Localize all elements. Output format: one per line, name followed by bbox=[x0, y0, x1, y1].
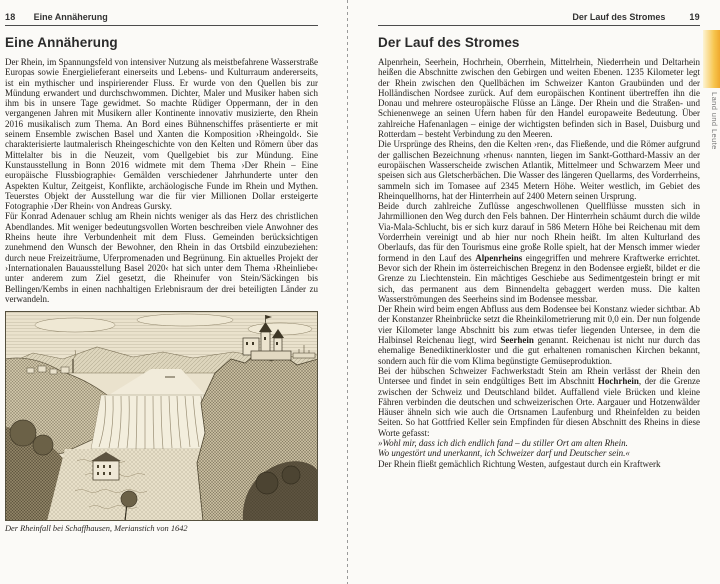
paragraph: Die Ursprünge des Rheins, den die Kelten ›ren‹, das Fließende, und die Römer aufgrund der gallischen Bezeichnung ›rhenus‹ nannten, liegen im Sankt-Gotthard-Massiv an der europäischen Wasserscheide zwischen Atlantik, Mittelmeer und Schwarzem Meer und speisen sich aus Gletscherbächen. Die Wasser des längeren Quellarms, des Vorderrheins, sammeln sich im Tomasee auf 2345 Metern Höhe. Weiter westlich, im Gebiet des Rheinquellhorns, hat der Hinterrhein auf 2400 Metern seinen Ursprung. bbox=[378, 139, 700, 201]
page-fold-divider bbox=[347, 0, 348, 584]
right-page-number: 19 bbox=[689, 12, 700, 22]
left-running-title: Eine Annäherung bbox=[33, 12, 108, 22]
right-section-heading: Der Lauf des Stromes bbox=[378, 35, 520, 50]
chapter-tab-marker bbox=[703, 30, 720, 88]
left-page bbox=[5, 0, 318, 534]
right-running-title: Der Lauf des Stromes bbox=[572, 12, 666, 22]
left-running-header bbox=[5, 0, 318, 26]
left-section-heading: Eine Annäherung bbox=[5, 35, 118, 50]
paragraph: »Wohl mir, dass ich dich endlich fand – du stiller Ort am alten Rhein. bbox=[378, 437, 628, 448]
figure-rheinfall bbox=[5, 311, 318, 534]
paragraph: Für Konrad Adenauer schlug am Rhein nichts weniger als das Herz des christlichen Abendlandes. Mit weniger bedeutungsvollen Worten beschreiben viele Anwohner des Rheins heute ihre Verbundenheit mit dem Fluss. Gemeinden berücksichtigen zunehmend den Wunsch der Bewohner, den Rhein in das Ortsbild einzubeziehen: durch neue Freizeiträume, Uferpromenaden und Begrünung. Ein aktuelles Projekt der ›Internationalen Bauausstellung Basel 2020‹ hat sich unter dem Thema ›Rheinliebe‹ unter anderem zum Ziel gesetzt, die Rheinufer von Stein/Säckingen bis Bellingen/Kembs in einen nachhaltigen Erlebnisraum der drei beteiligten Länder zu verwandeln. bbox=[5, 211, 318, 304]
chapter-tab-label: Land und Leute bbox=[710, 92, 719, 150]
paragraph: Wo ungestört und unerkannt, ich Schweizer darf und Deutscher sein.« bbox=[378, 448, 630, 459]
right-page bbox=[378, 0, 700, 469]
left-body-text bbox=[5, 57, 318, 304]
paragraph: Alpenrhein, Seerhein, Hochrhein, Oberrhein, Mittelrhein, Niederrhein und Deltarhein heißen die Abschnitte zwischen den Gebirgen und weiten Ebenen. 1235 Kilometer legt der Rhein zwischen den Quellbächen im Schweizer Kanton Graubünden und der Holländischen Nordsee zurück. Auf dem europäischen Kontinent übertreffen ihn die Donau und mehrere osteuropäische Flüsse an Länge. Der Rhein und die Straßen- und Schienenwege an seinen Ufern haben für den Handel europaweite Bedeutung. Über zahlreiche Hafenanlagen – einige der wichtigsten befinden sich in Basel, Duisburg und Rotterdam – besteht Verbindung zu den Meeren. bbox=[378, 57, 700, 140]
paragraph: Bei der hübschen Schweizer Fachwerkstadt Stein am Rhein verlässt der Rhein den Untersee und findet in sein endgültiges Bett im Abschnitt Hochrhein, der die Grenze zwischen der Schweiz und Deutschland bildet. Auffallend viele Brücken und kleine Fähren verbinden die deutschen und schweizerischen Orte. Aargauer und Hotzenwälder Häuser ähneln sich wie auch die Ortsnamen Laufenburg und Rheinfelden zu beiden Seiten. So hat Gottfried Keller sein Empfinden für diesen Abschnitt des Rheins in diese Worte gefasst: bbox=[378, 365, 701, 438]
right-body-text bbox=[378, 57, 700, 469]
paragraph: Beide durch zahlreiche Zuflüsse angeschwollenen Quellflüsse mussten sich in Jahrmillionen den Weg durch den Fels bahnen. Der Hinterrhein schäumt durch die wilde Via-Mala-Schlucht, bis er sich kurz darauf in 586 Metern Höhe bei Reichenau mit dem Vorderrhein vereinigt und ab hier nur noch Rhein heißt. Im alten Kulturland des Oberlaufs, das für den Tourismus eine große Rolle spielt, hat der Mensch immer wieder formend in den Lauf des Alpenrheins eingegriffen und mehrere Kraftwerke errichtet. Bevor sich der Rhein im österreichischen Bregenz in den Bodensee ergießt, bildet er die Grenze zu Liechtenstein. Ein mächtiges Geschiebe aus Sedimentgestein bringt er mit sich, das permanent aus dem Binnendelta gebaggert werden muss. Die kalten Wasserströmungen des Seerheins sind im Bodensee messbar. bbox=[378, 201, 700, 304]
paragraph: Der Rhein wird beim engen Abfluss aus dem Bodensee bei Konstanz wieder sichtbar. Ab der Konstanzer Rheinbrücke setzt die Rheinkilometrierung mit 0,0 ein. Der nun folgende vier Kilometer lange Abschnitt bis zum etwas tiefer liegenden Untersee, in dem die Halbinsel Reichenau liegt, wird Seerhein genannt. Reichenau ist nicht nur durch das ehemalige Benediktinerkloster und die gut erhaltenen romanischen Kirchen bekannt, sondern auch für die vom Klima begünstigte Gemüseproduktion. bbox=[378, 304, 700, 366]
paragraph: Der Rhein fließt gemächlich Richtung Westen, aufgestaut durch ein Kraftwerk bbox=[378, 458, 661, 469]
paragraph: Der Rhein, im Spannungsfeld von intensiver Nutzung als meistbefahrene Wasserstraße Europas sowie Energielieferant einerseits und Lebens- und Kulturraum andererseits, ist ein mythischer und inspirierender Fluss. Er wurde von den Quellen bis zur Mündung erwandert und durchschwommen. Dichter, Maler und Musiker haben sich ihm bis in unsere Tage gewidmet. So machte Rüdiger Oppermann, der in den vergangenen Jahren mit Musikern aller Kontinente innovativ musizierte, den Rhein 2016 musikalisch zum Thema. An Bord eines Bühnenschiffes präsentierte er mit seinem Ensemble zwischen Basel und Xanten die Komposition ›Rheingold‹. Sie charakterisierte lautmalerisch Rheingeschichte von den Kelten und Römern über das Mittelalter bis in die Neuzeit, vom Quellgebiet bis zur Mündung. Eine Kunstausstellung in Bonn 2016 widmete mit dem Thema ›Der Rhein – Eine europäische Flussbiographie‹ Gemälden verschiedener Jahrhunderte unter den Aspekten Kultur, Zeitgeist, Konflikte, archäologische Funde im Rhein und Mythen. Teuerstes Objekt der Ausstellung war die für vier Millionen Dollar ersteigerte Fotographie ›Der Rhein‹ von Andreas Gursky. bbox=[5, 57, 318, 212]
left-page-number: 18 bbox=[5, 12, 16, 22]
right-running-header bbox=[378, 0, 700, 26]
engraving-rheinfall-schaffhausen-image bbox=[5, 311, 318, 521]
figure-caption: Der Rheinfall bei Schaffhausen, Merianstich von 1642 bbox=[5, 524, 188, 534]
